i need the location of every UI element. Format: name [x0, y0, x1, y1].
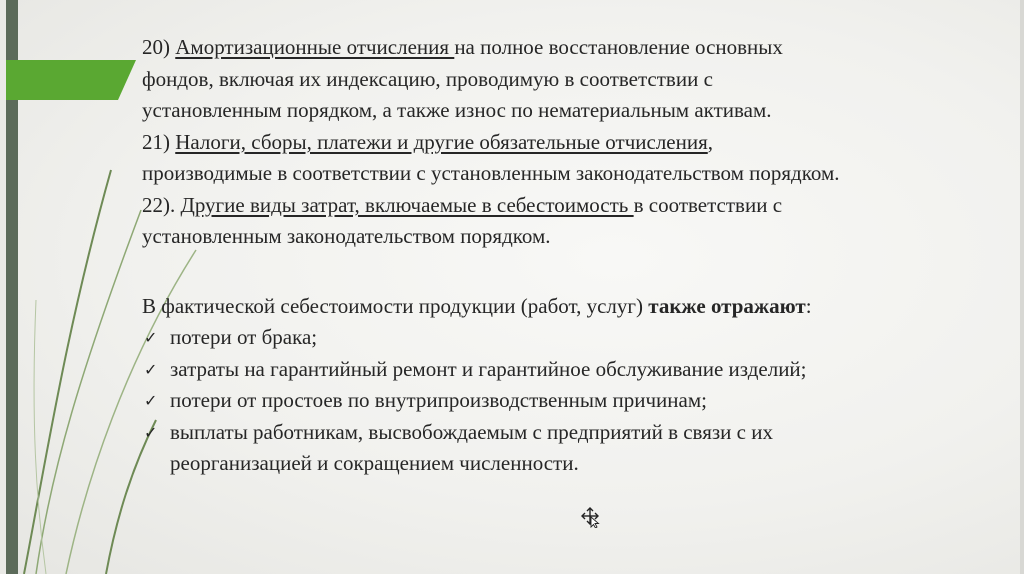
list-item-text: потери от брака; — [170, 325, 318, 349]
checkmark-icon: ✓ — [144, 359, 158, 379]
item-22-line-1 — [142, 190, 1002, 222]
list-item-text: затраты на гарантийный ремонт и гарантийное обслуживание изделий; — [170, 356, 807, 381]
item-20-line-2: фондов, включая их индексацию, проводимую в соответствии с — [142, 66, 713, 91]
spacer — [142, 253, 1002, 291]
slide-content — [142, 32, 1002, 480]
slide — [6, 0, 1020, 574]
item-21-line-2: производимые в соответствии с установленным законодательством порядком. — [142, 161, 840, 185]
list-item — [142, 417, 1002, 449]
list-item — [142, 385, 1002, 417]
intro-text: В фактической себестоимости продукции (работ, услуг) — [142, 293, 649, 318]
green-accent-arrow — [6, 60, 136, 100]
item-20-number: 20) — [142, 35, 176, 59]
list-item — [142, 354, 1002, 386]
item-21-term: Налоги, сборы, платежи и другие обязательные отчисления — [175, 129, 708, 154]
item-22-number: 22). — [142, 192, 181, 217]
window-edge — [1020, 0, 1024, 574]
item-21-number: 21) — [142, 129, 176, 154]
move-cursor-icon — [580, 506, 600, 528]
list-item — [142, 322, 1002, 354]
item-22-text: в соответствии с — [633, 192, 783, 217]
list-item-text: выплаты работникам, высвобождаемым с предприятий в связи с их — [170, 419, 773, 444]
item-20-text: на полное восстановление основных — [454, 35, 783, 59]
item-20-term: Амортизационные отчисления — [175, 35, 455, 59]
intro-line — [142, 291, 1002, 323]
item-22-line-2: установленным законодательством порядком. — [142, 224, 551, 248]
item-21-text: , — [707, 129, 714, 154]
checkmark-icon: ✓ — [144, 391, 158, 410]
list-item-text: потери от простоев по внутрипроизводственным причинам; — [170, 388, 707, 412]
item-21-line-1 — [142, 127, 1002, 159]
item-20-line-1 — [142, 32, 1002, 64]
checkmark-icon: ✓ — [144, 422, 158, 442]
item-20-line-3: установленным порядком, а также износ по нематериальным активам. — [142, 98, 772, 122]
item-22-term: Другие виды затрат, включаемые в себестоимость — [180, 192, 634, 217]
list-item-continuation: реорганизацией и сокращением численности. — [170, 451, 579, 475]
intro-colon: : — [805, 293, 812, 318]
checkmark-icon: ✓ — [144, 328, 158, 347]
intro-bold: также отражают — [648, 293, 806, 318]
